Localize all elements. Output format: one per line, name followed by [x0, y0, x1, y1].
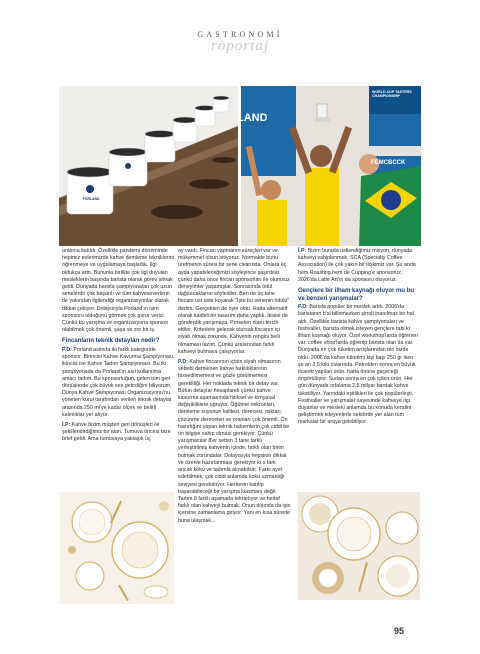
article-column-2	[178, 248, 291, 525]
answer-text: Kahve fincanının içinin siyah olmasının sebebi demlenen kahve farklılıklarının hissedilmemesi ve gözle görülmemesi gerekliliği. Her noktada teknik bir detay var. Bütün detaylar hesaplandı çünkü kahve kavurma aşamasında fiziksel ve kimyasal değişikliklere uğruyor. Öğütme mikronları, demleme suyunun kalitesi, derecesi, miktarı, çözünme dereceleri ve oranları çok önemli. Ön hazırlığını yapan teknik hakemlerin çok ciddi bir ön bilgiye sahip olması gerekiyor. Çünkü yarışmacılar 8'er setten 3 tane farklı yerleştirilmiş kahvenin içinde, farklı olan birini bulmak zorundalar. Dolayısıyla hepsinin dikkat ve özenle hazırlanması gerekiyor ki o fark ancak koku ve tadımla alınabilsin. Farkı ayırt edebilmek, çok ciddi anlamda koku uzmanlığı seviyesi gerektiriyor. Herkesin katılıp başarabileceği bir yarışma klasmanı değil. Tadım 8 farklı aşamada tekrarlıyor ve hedef farklı olan kahveyi bulmak. Onun dışında da işin içersine zamanlama giriyor. Yani en kısa sürede buna ulaşmak...	[178, 359, 291, 524]
question-heading: Gençlere bir ilham kaynağı oluyor mu bu ve benzeri yarışmalar?	[298, 288, 415, 302]
paragraph	[298, 304, 418, 426]
cup-label: PORLAND	[82, 197, 100, 201]
speaker-initials: P.D:	[298, 304, 308, 311]
answer-text: Bizim burada üstlendiğimiz misyon, dünyada kahveyi sahiplenmek. SCA (Specialty Coffee Association) ile çok yakın bir ilişkimiz var. Şu anda hem Roasting hem de Cupping'e sponsoruz. 2026'da Latte Art'ın da sponsoru oluyoruz.	[298, 248, 416, 283]
speaker-initials: P.D:	[62, 347, 72, 354]
section-subtitle: röportaj	[210, 38, 269, 54]
plates-illustration	[298, 492, 420, 600]
paragraph	[298, 248, 418, 284]
answer-text: Porland aslında iki farklı kategoride sponsor. Birincisi Kahve Kavurma Şampiyonası, ikincisi ise Kahve Tadım Şampiyonası. Bu iki şampiyonada da Porland'ın asıl kullanılma amacı tadım. Bu sponsorluğun, gelen tüm geri dönüşlerde çok büyük ses getirdiğini biliyorum. Dünya Kahve Şampiyonası Organizasyonu'nu yöneten kurul tarafından verilen teknik detaylar arasında 250 ml'ye kadar ölçek ve belirli kalınlıklar yer alıyor.	[62, 347, 175, 418]
answer-text: Barista popüler bir meslek artık. 2006'da baristanın b'si bilinmezken şimdi inanılmaz bir hal aldı. Özellikle barista kahve şampiyonaları ve festivaller, barista olmak isteyen gençlere tabi ki ilham kaynağı oluyor. Özel workshop'larda öğrenen var, coffee shop'larda öğrenip barista olan da var. Dünyada en çok tüketim artışlarından biri bizde oldu. 2006'da kahve tüketimi kişi başı 250 gr iken şu an 2,5 kilo civarında. Petrolden sonra en büyük ticareti yapılan ürün, hatta önüne geçeceği öngörülüyor. Sudan sonra en çok içilen ürün. Her gün dünyada ortalama 2,5 milyar bardak kahve tüketiliyor. Yarındaki eşitlikleri ile çok popülerleşti. Festivaller ve yarışmalar sayesinde kahveye ilgi duyanlar ve mesleki anlamda bu konuda kendini geliştirmek isteyenlerle sektörde yer alan tüm markalar bir araya gelebiliyor.	[298, 304, 418, 426]
porland-logo-icon	[86, 185, 94, 193]
page-header	[0, 0, 480, 90]
paragraph	[62, 422, 175, 444]
paragraph	[62, 347, 175, 419]
speaker-initials: İ.P:	[62, 422, 71, 429]
team-illustration	[241, 86, 421, 246]
team-banner-left: LAND	[237, 112, 268, 124]
coffee-cups-photo	[59, 86, 238, 246]
team-banner-top: WORLD CUP TASTERS CHAMPIONSHIP	[372, 90, 412, 99]
article-column-1	[62, 248, 175, 444]
team-banner-sign: FEMCBCCK	[371, 160, 406, 166]
paragraph: ay vardı. Fincan yapmanın süreçleri var ve mükemmel olsun istiyoruz. Normalde bunu üretmenin süresi bir sene civarında. Onlara üç ayda yapabileceğimizi söyleyince şaşırdılar çünkü daha önce fincan sponsorları ile olumsuz deneyimler yaşamışlar. Sonrasında ödül dağıtacaklarını söylediler. Ben de üç tane fincanı üst üste koyarak "İşte bu senenin ödülü" dedim. Gerçekten de öyle oldu. Hatta alternatif olarak kaideli bir tasarım daha yaptık. İkisini de gönderdik yarışmaya. Porselen olanı tercih ettiler. Kriterlere gelecek olursak fincanın içi siyah olmak zorunda. Kahvenin rengini belli olmaması lazım. Çünkü aralarından farklı kahveyi bulmaya çalışıyorlar.	[178, 248, 290, 355]
paragraph: arasına katıldı. Özellikle pandemi döneminde hepimiz evlerimizde kahve demleme tekniklerini öğrenmeye ve uygulamaya başladık. İlgi oldukça arttı. Bununla birlikte çok ilgi duyulan mesleklerin başında barista olarak görev almak geldi. Dünyada barista şampiyonaları çok uzun senelerdir çok başarılı ve tüm kahveseverlerin de yakından ilgilendiği organizasyonlar olarak dikkat çekiyor. Dolayısıyla Porland'ın isim sponsoru olduğunu görmek çok gurur verici. Çünkü bu yarışma ve organizasyona sponsor olabilmek çok önemli, şaşa ve zor bir iş.	[62, 248, 174, 334]
tableware-photo-left	[60, 492, 174, 604]
speaker-initials: İ.P:	[298, 248, 307, 254]
coffee-cups-illustration	[59, 86, 238, 246]
section-title: GASTRONOMİ	[197, 30, 283, 39]
question-heading: Fincanların teknik detayları nedir?	[62, 338, 160, 345]
paragraph	[178, 359, 291, 525]
page-number: 95	[394, 626, 405, 636]
tableware-photo-right	[298, 492, 420, 600]
speaker-initials: P.D:	[178, 359, 188, 366]
championship-team-photo	[237, 86, 421, 246]
plates-illustration	[60, 492, 174, 604]
answer-text: Kahve bizim müşteri geri dönüşleri ile şekillendirdiğimiz bir alan. Tumuva öncesi bize brief geldi. Ama tumuvaya yaklaşık üç	[62, 422, 171, 443]
article-column-3	[298, 248, 418, 427]
